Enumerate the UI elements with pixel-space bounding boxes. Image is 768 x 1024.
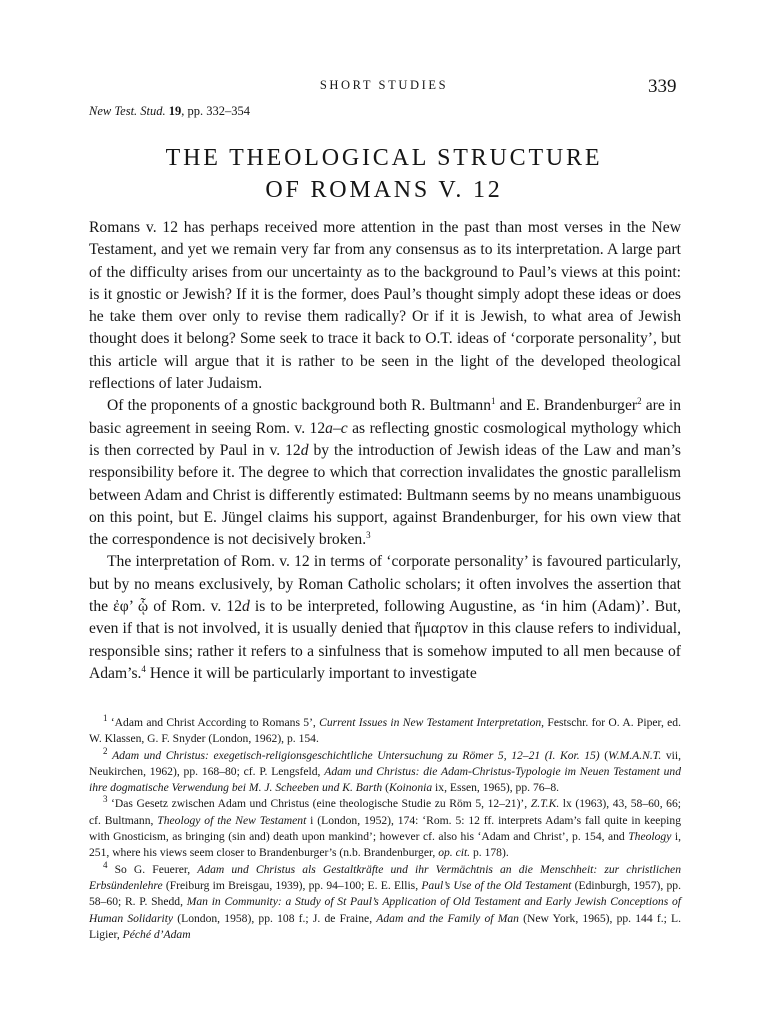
footnote-ref: 3 [366,529,371,540]
text-run: p. 178). [470,846,509,860]
text-run: ‘Adam and Christ According to Romans 5’, [107,716,320,729]
footnote-ref: 2 [103,745,108,756]
text-run: op. cit. [438,846,471,860]
paragraph-1 [89,217,681,395]
text-run: Man in Community: a Study of St Paul’s Application of Old Testament and Early Jewish Conceptions of Human Solidarity [89,895,681,925]
footnote-4 [89,859,681,943]
journal-name: New Test. Stud. [89,104,166,118]
text-run: Adam and the Family of Man [376,911,519,925]
text-run: d [300,441,309,459]
text-run: ix, Essen, 1965), pp. 76–8. [432,781,560,795]
footnotes [89,715,681,943]
text-run: Adam und Christus als Gestaltkräfte und ihr Vermächtnis an die Menschheit: zur christlichen Erbsündenlehre [89,862,681,892]
text-run: a–c [325,419,348,437]
text-run: d [242,598,250,616]
text-run: ‘Das Gesetz zwischen Adam und Christus (eine theologische Studie zu Röm 5, 12–21)’, [107,797,531,811]
paragraph-3 [89,551,681,685]
text-run: and E. Brandenburger [495,397,638,415]
text-run: are in basic agreement in seeing Rom. v. 12 [89,397,681,437]
text-run: Current Issues in New Testament Interpretation, [319,716,545,729]
text-run: (Edinburgh, 1957), pp. 58–60; R. P. Shedd, [89,878,681,909]
journal-volume: 19 [168,104,182,118]
text-run: Of the proponents of a gnostic background both R. Bultmann [107,397,492,415]
footnote-1 [89,715,681,748]
text-run: (London, 1958), pp. 108 f.; J. de Fraine, [173,911,377,925]
paragraph-2 [89,395,681,551]
text-run: vii, Neukirchen, 1962), pp. 168–80; cf. P. Lengsfeld, [89,748,681,778]
text-run: Theology of the New Testament [157,813,307,827]
text-run: Adam und Christus: exegetisch-religionsgeschichtliche Untersuchung zu Römer 5, 12–21 (I. Kor. 15) [112,748,600,762]
journal-pages: , pp. 332–354 [181,104,251,118]
footnote-ref: 3 [103,794,108,805]
text-run: The interpretation of Rom. v. 12 in terms of ‘corporate personality’ is favoured particularly, but by no means exclusively, by Roman Catholic scholars; it often involves the assertion that the ἐφ’ ᾧ of Rom. v. 12 [89,553,681,616]
text-run: Péché d’Adam [122,927,191,941]
footnote-ref: 2 [637,396,642,407]
footnote-ref: 4 [141,663,146,674]
running-head: SHORT STUDIES [319,78,449,92]
text-run: Hence it will be particularly important to investigate [145,664,477,682]
footnote-2 [89,745,681,797]
footnote-ref: 1 [103,713,108,724]
text-run: Paul’s Use of the Old Testament [421,878,572,892]
footnote-3 [89,796,681,861]
text-run: Adam und Christus: die Adam-Christus-Typologie im Neuen Testament und ihre dogmatische Verwendung bei M. J. Scheeben und K. Barth [89,764,681,795]
text-run: i (London, 1952), 174: ‘Rom. 5: 12 ff. interprets Adam’s fall quite in keeping with Gnosticism, as bringing (sin and) death upon mankind’; however cf. also his ‘Adam and Christ’, p. 154, and [89,813,681,844]
text-run: ( [382,781,389,795]
article-body [89,217,681,685]
text-run: by the introduction of Jewish ideas of the Law and man’s responsibility before it. The degree to which that correction invalidates the gnostic parallelism between Adam and Christ is differently estimated: Bultmann seems by no means unambiguous on this point, but E. Jüngel claims his support, against Brandenburger, for his own view that the correspondence is not decisively broken. [89,441,681,549]
text-run: Z.T.K. [530,797,560,811]
title-line-1: THE THEOLOGICAL STRUCTURE [165,145,603,171]
journal-citation [89,104,250,119]
text-run: (Freiburg im Breisgau, 1939), pp. 94–100; E. E. Ellis, [162,878,422,892]
article-title [0,142,768,206]
text-run: is to be interpreted, following Augustine, as ‘in him (Adam)’. But, even if that is not involved, it is usually denied that ἥμαρτον in this clause refers to individual, responsible sins; rather it refers to a sinfulness that is somehow imputed to all men because of Adam’s. [89,598,681,682]
text-run: W.M.A.N.T. [608,748,662,762]
text-run: (New York, 1965), pp. 144 f.; L. Ligier, [89,911,681,941]
text-run: Festschr. for O. A. Piper, ed. W. Klassen, G. F. Snyder (London, 1962), p. 154. [89,716,681,746]
text-run: as reflecting gnostic cosmological mythology which is then corrected by Paul in v. 12 [89,419,681,459]
footnote-ref: 1 [491,396,496,407]
text-run: i, 251, where his views seem closer to Brandenburger’s (n.b. Brandenburger, [89,830,681,860]
text-run: Romans v. 12 has perhaps received more attention in the past than most verses in the New Testament, and yet we remain very far from any consensus as to its interpretation. A large part of the difficulty arises from our uncertainty as to the background to Paul’s views at this point: is it gnostic or Jewish? If it is the former, does Paul’s thought simply adopt these ideas or does he take them over only to revise them radically? Or if it is Jewish, to what area of Jewish thought does it belong? Some seek to trace it back to O.T. ideas of ‘corporate personality’, but this article will argue that it is rather to be seen in the light of the developed theological reflections of later Judaism. [89,219,681,393]
text-run: Koinonia [388,781,433,795]
title-line-2: OF ROMANS V. 12 [265,177,503,203]
text-run: So G. Feuerer, [107,862,198,876]
text-run: Theology [628,830,672,844]
text-run: lx (1963), 43, 58–60, 66; cf. Bultmann, [89,797,681,827]
text-run: ( [599,748,609,762]
page-number: 339 [648,76,677,97]
footnote-ref: 4 [103,859,108,870]
